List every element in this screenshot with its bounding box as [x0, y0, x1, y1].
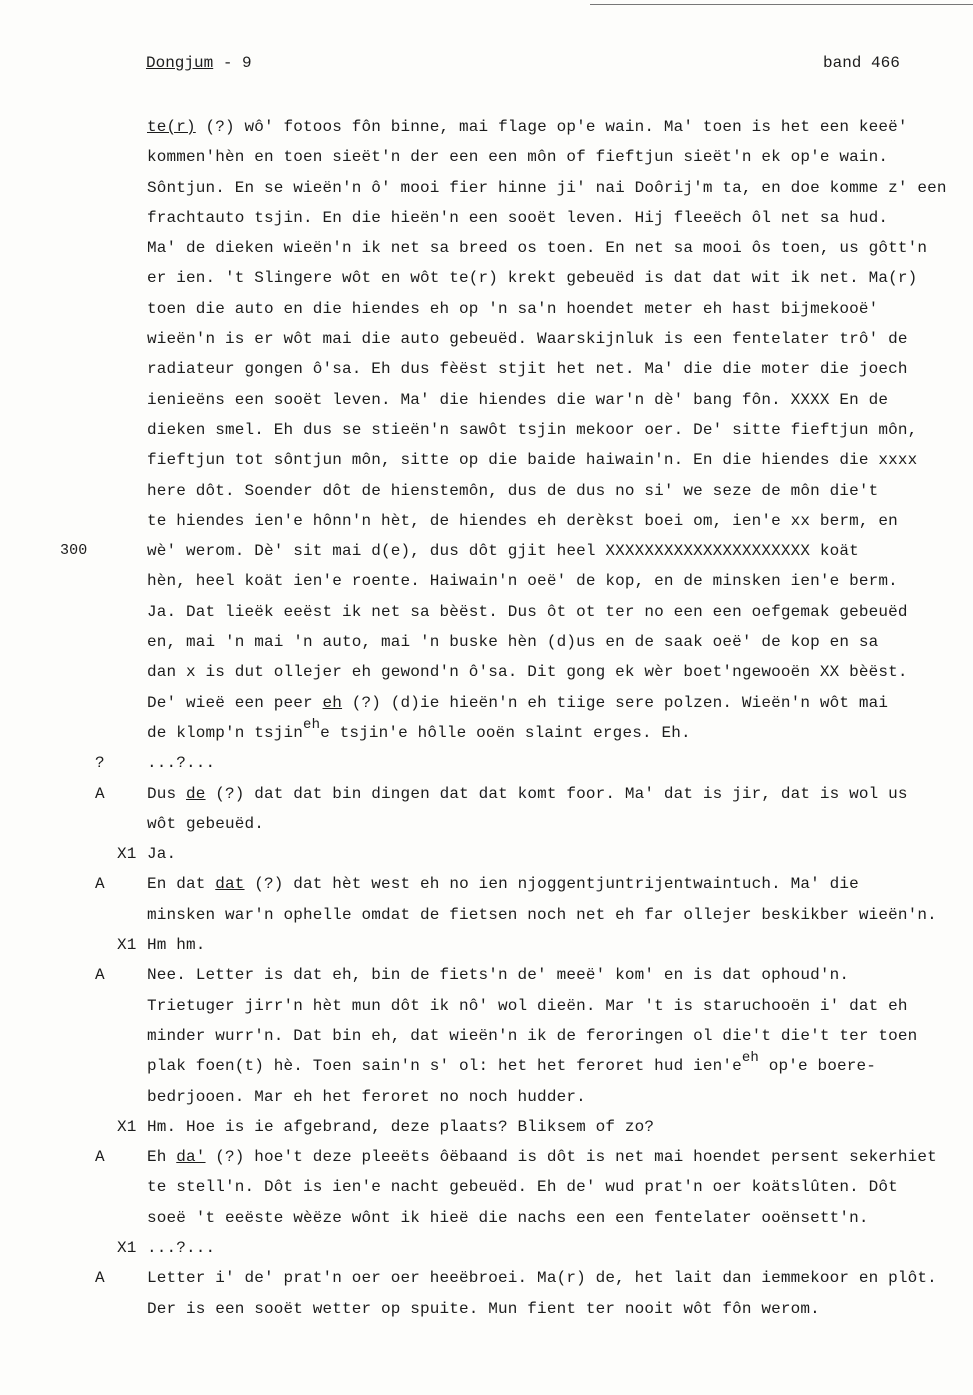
- transcript-line: [0, 324, 973, 354]
- header-place: Dongjum: [146, 54, 214, 72]
- speaker-label: A: [95, 784, 105, 803]
- text-segment: kommen'hèn en toen sieët'n der een een môn of fieftjun sieët'n ek op'e wain.: [147, 148, 889, 167]
- transcript-line: [0, 779, 973, 809]
- text-segment: En dat: [147, 875, 216, 894]
- text-segment: en, mai 'n mai 'n auto, mai 'n buske hèn (d)us en de saak oeë' de kop en sa: [147, 633, 879, 652]
- transcript-line: [0, 536, 973, 566]
- line-text: [147, 657, 908, 687]
- text-segment: (?) (d)ie hieën'n eh tiige sere polzen. Wieën'n wôt mai: [342, 693, 889, 712]
- line-text: [147, 688, 888, 718]
- text-segment: minsken war'n ophelle omdat de fietsen noch net eh far ollejer beskikber wieën'n.: [147, 905, 937, 924]
- transcript-line: [0, 354, 973, 384]
- speaker-label: A: [95, 966, 105, 985]
- transcript-line: [0, 385, 973, 415]
- speaker-label: X1: [117, 936, 137, 955]
- transcript-body: [0, 112, 973, 1324]
- superscript-insert: eh: [741, 1050, 759, 1067]
- text-segment: Ja. Dat lieëk eeëst ik net sa bèëst. Dus ôt ot ter no een een oefgemak gebeuëd: [147, 602, 908, 621]
- speaker-label: A: [95, 1148, 105, 1167]
- line-text: [147, 1112, 654, 1142]
- line-text: [147, 476, 878, 506]
- transcript-line: [0, 506, 973, 536]
- underlined-word: eh: [322, 693, 343, 712]
- text-segment: here dôt. Soender dôt de hienstemôn, dus de dus no si' we seze de môn die't: [147, 481, 879, 500]
- speaker-label: X1: [117, 1117, 137, 1136]
- line-text: [147, 1021, 917, 1051]
- transcript-line: [0, 1294, 973, 1324]
- transcript-line: [0, 263, 973, 293]
- line-text: [147, 1203, 869, 1233]
- speaker-label: A: [95, 875, 105, 894]
- line-text: [147, 900, 937, 930]
- transcript-line: [0, 566, 973, 596]
- transcript-line: [0, 809, 973, 839]
- line-text: [147, 142, 888, 172]
- transcript-line: [0, 1203, 973, 1233]
- line-text: [147, 748, 215, 778]
- text-segment: bedrjooen. Mar eh het feroret no noch hudder.: [147, 1087, 586, 1106]
- transcript-line: [0, 1263, 973, 1293]
- line-text: [147, 1263, 937, 1293]
- line-text: [147, 112, 908, 142]
- line-text: [147, 385, 888, 415]
- text-segment: wè' werom. Dè' sit mai d(e), dus dôt gjit heel XXXXXXXXXXXXXXXXXXXXX koät: [147, 542, 859, 561]
- text-segment: frachtauto tsjin. En die hieën'n een sooët leven. Hij fleeëch ôl net sa hud.: [147, 208, 889, 227]
- text-segment: wôt gebeuëd.: [147, 814, 265, 833]
- line-text: [147, 354, 908, 384]
- transcript-line: [0, 142, 973, 172]
- line-text: [147, 415, 917, 445]
- text-segment: e tsjin'e hôlle ooën slaint erges. Eh.: [320, 723, 691, 742]
- transcript-line: [0, 233, 973, 263]
- underlined-word: dat: [215, 875, 245, 894]
- speaker-label: A: [95, 1269, 105, 1288]
- text-segment: Ma' de dieken wieën'n ik net sa breed os toen. En net sa mooi ôs toen, us gôtt'n: [147, 239, 928, 258]
- transcript-line: [0, 1021, 973, 1051]
- text-segment: op'e boere-: [758, 1057, 876, 1076]
- transcript-line: [0, 294, 973, 324]
- line-text: [147, 324, 908, 354]
- text-segment: Nee. Letter is dat eh, bin de fiets'n de' meeë' kom' en is dat ophoud'n.: [147, 966, 850, 985]
- speaker-label: ?: [95, 754, 105, 773]
- line-text: [147, 960, 849, 990]
- transcript-line: [0, 1112, 973, 1142]
- transcript-line: [0, 748, 973, 778]
- text-segment: (?) hoe't deze pleeëts ôëbaand is dôt is net mai hoendet persent sekerhiet: [205, 1148, 937, 1167]
- line-text: [147, 294, 878, 324]
- transcript-line: [0, 991, 973, 1021]
- text-segment: dieken smel. Eh dus se stieën'n sawôt tsjin mekoor oer. De' sitte fieftjun môn,: [147, 420, 918, 439]
- text-segment: minder wurr'n. Dat bin eh, dat wieën'n ik de feroringen ol die't die't ter toen: [147, 1026, 918, 1045]
- transcript-line: [0, 1051, 973, 1081]
- transcript-line: [0, 627, 973, 657]
- line-text: [147, 779, 908, 809]
- text-segment: Eh: [147, 1148, 177, 1167]
- line-text: [147, 627, 878, 657]
- text-segment: Hm hm.: [147, 936, 206, 955]
- underlined-word: te(r): [147, 118, 196, 136]
- line-text: [147, 991, 908, 1021]
- underlined-word: da': [176, 1148, 206, 1167]
- text-segment: toen die auto en die hiendes eh op 'n sa'n hoendet meter eh hast bijmekooë': [147, 299, 879, 318]
- transcript-line: [0, 597, 973, 627]
- line-text: [147, 1172, 898, 1202]
- text-segment: wieën'n is er wôt mai die auto gebeuëd. Waarskijnluk is een fentelater trô' de: [147, 330, 908, 349]
- line-text: [147, 1082, 586, 1112]
- speaker-label: X1: [117, 845, 137, 864]
- text-segment: er ien. 't Slingere wôt en wôt te(r) krekt gebeuëd is dat dat wit ik net. Ma(r): [147, 269, 918, 288]
- text-segment: (?) wô' fotoos fôn binne, mai flage op'e wain. Ma' toen is het een keeë': [195, 118, 908, 136]
- line-text: [147, 869, 859, 899]
- transcript-line: [0, 173, 973, 203]
- line-text: [147, 1294, 820, 1324]
- line-text: [147, 263, 917, 293]
- text-segment: Sôntjun. En se wieën'n ô' mooi fier hinne ji' nai Doôrij'm ta, en doe komme z' een: [147, 178, 947, 197]
- transcript-line: [0, 415, 973, 445]
- transcript-line: [0, 112, 973, 142]
- text-segment: te hiendes ien'e hônn'n hèt, de hiendes eh derèkst boei om, ien'e xx berm, en: [147, 511, 898, 530]
- line-text: [147, 1051, 876, 1082]
- line-text: [147, 445, 917, 475]
- transcript-line: [0, 1233, 973, 1263]
- text-segment: plak foen(t) hè. Toen sain'n s' ol: het het feroret hud ien'e: [147, 1057, 742, 1076]
- line-text: [147, 203, 888, 233]
- transcript-line: [0, 839, 973, 869]
- line-text: [147, 1233, 215, 1263]
- transcript-line: [0, 930, 973, 960]
- line-text: [147, 809, 264, 839]
- line-text: [147, 536, 859, 566]
- transcript-line: [0, 718, 973, 748]
- line-text: [147, 930, 206, 960]
- line-text: [147, 233, 927, 263]
- line-text: [147, 597, 908, 627]
- transcript-line: [0, 960, 973, 990]
- text-segment: ...?...: [147, 1238, 216, 1257]
- line-text: [147, 718, 691, 749]
- speaker-label: X1: [117, 1238, 137, 1257]
- line-text: [147, 566, 898, 596]
- text-segment: (?) dat hèt west eh no ien njoggentjuntrijentwaintuch. Ma' die: [244, 875, 859, 894]
- transcript-line: [0, 203, 973, 233]
- transcript-line: [0, 657, 973, 687]
- text-segment: Der is een sooët wetter op spuite. Mun fient ter nooit wôt fôn werom.: [147, 1299, 820, 1318]
- transcript-line: [0, 1172, 973, 1202]
- line-text: [147, 839, 176, 869]
- text-segment: radiateur gongen ô'sa. Eh dus fèëst stjit het net. Ma' die die moter die joech: [147, 360, 908, 379]
- text-segment: Letter i' de' prat'n oer oer heeëbroei. Ma(r) de, het lait dan iemmekoor en plôt.: [147, 1269, 937, 1288]
- text-segment: Hm. Hoe is ie afgebrand, deze plaats? Bliksem of zo?: [147, 1117, 655, 1136]
- text-segment: fieftjun tot sôntjun môn, sitte op die baide haiwain'n. En die hiendes die xxxx: [147, 451, 918, 470]
- transcript-line: [0, 476, 973, 506]
- text-segment: hèn, heel koät ien'e roente. Haiwain'n oeë' de kop, en de minsken ien'e berm.: [147, 572, 898, 591]
- text-segment: Dus: [147, 784, 187, 803]
- transcript-line: [0, 900, 973, 930]
- header-band: band 466: [823, 54, 900, 72]
- text-segment: de klomp'n tsjin: [147, 723, 304, 742]
- transcript-line: [0, 1142, 973, 1172]
- transcript-line: [0, 445, 973, 475]
- header-page-number: - 9: [213, 54, 252, 72]
- superscript-insert: eh: [303, 716, 321, 733]
- text-segment: De' wieë een peer: [147, 693, 323, 712]
- header-left: [146, 54, 252, 72]
- text-segment: ...?...: [147, 754, 216, 773]
- text-segment: dan x is dut ollejer eh gewond'n ô'sa. Dit gong ek wèr boet'ngewooën XX bèëst.: [147, 663, 908, 682]
- transcript-line: [0, 1082, 973, 1112]
- text-segment: te stell'n. Dôt is ien'e nacht gebeuëd. Eh de' wud prat'n oer koätslûten. Dôt: [147, 1178, 898, 1197]
- text-segment: Ja.: [147, 845, 177, 864]
- line-text: [147, 173, 947, 203]
- line-text: [147, 1142, 937, 1172]
- top-rule: [590, 4, 973, 5]
- underlined-word: de: [186, 784, 206, 803]
- text-segment: (?) dat dat bin dingen dat dat komt foor. Ma' dat is jir, dat is wol us: [205, 784, 908, 803]
- transcript-line: [0, 688, 973, 718]
- text-segment: Trietuger jirr'n hèt mun dôt ik nô' wol dieën. Mar 't is staruchooën i' dat eh: [147, 996, 908, 1015]
- text-segment: ienieëns een sooët leven. Ma' die hiendes die war'n dè' bang fôn. XXXX En de: [147, 390, 889, 409]
- line-text: [147, 506, 898, 536]
- transcript-line: [0, 869, 973, 899]
- text-segment: soeë 't eeëste wèëze wônt ik hieë die nachs een een fentelater ooënsett'n.: [147, 1208, 869, 1227]
- margin-line-number: 300: [60, 542, 88, 560]
